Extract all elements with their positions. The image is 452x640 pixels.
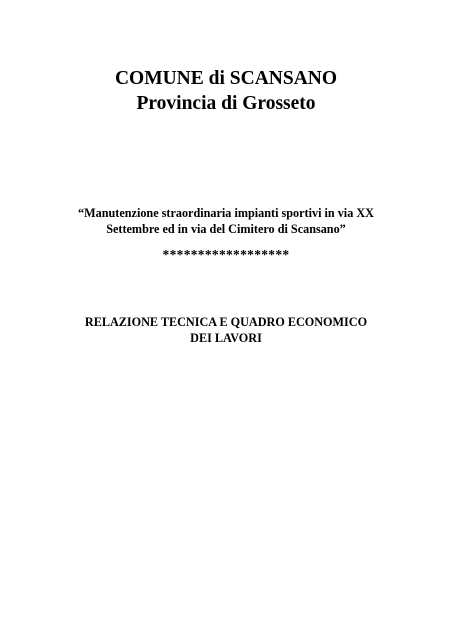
report-title-line-1: RELAZIONE TECNICA E QUADRO ECONOMICO — [84, 315, 368, 329]
asterisk-separator: ****************** — [162, 247, 290, 262]
report-title — [0, 314, 452, 346]
project-subject-line-1: “Manutenzione straordinaria impianti sportivi in via XX — [78, 206, 374, 220]
report-title-line-2: DEI LAVORI — [190, 331, 262, 345]
project-subject-line-2: Settembre ed in via del Cimitero di Scansano” — [106, 222, 346, 236]
municipality-heading — [0, 66, 452, 116]
province-name: Provincia di Grosseto — [136, 93, 316, 114]
project-subject — [0, 205, 452, 237]
municipality-name: COMUNE di SCANSANO — [114, 68, 338, 89]
